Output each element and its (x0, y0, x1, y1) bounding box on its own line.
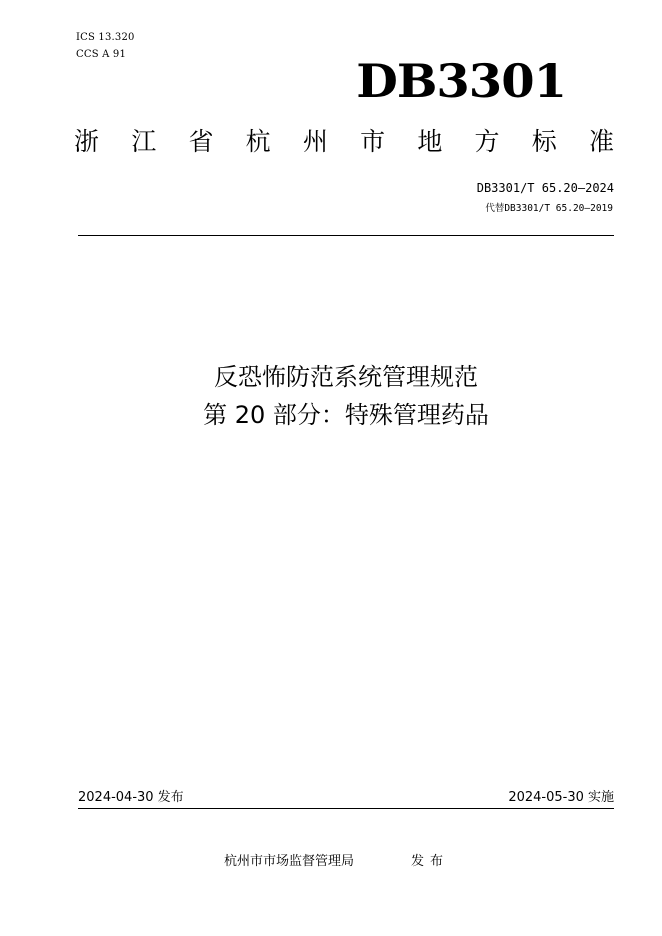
heading-char: 省 (188, 127, 214, 156)
heading-char: 标 (531, 127, 557, 156)
implement-date: 2024-05-30 实施 (508, 790, 614, 805)
heading-char: 浙 (74, 127, 100, 156)
heading-char: 杭 (245, 127, 271, 156)
issuing-authority: 杭州市市场监督管理局 (224, 854, 355, 869)
publish-date: 2024-04-30 发布 (78, 790, 184, 805)
standard-number: DB3301/T 65.20—2024 (476, 181, 614, 195)
heading-char: 州 (302, 127, 328, 156)
ics-code: ICS 13.320 (76, 32, 135, 43)
heading-char: 地 (417, 127, 443, 156)
document-title: 反恐怖防范系统管理规范 (214, 363, 478, 391)
heading-char: 市 (360, 127, 386, 156)
standard-type-heading (74, 127, 614, 157)
document-subtitle: 第 20 部分：特殊管理药品 (203, 401, 489, 429)
bottom-divider (78, 808, 614, 809)
heading-char: 江 (131, 127, 157, 156)
db-logo: DB3301 (356, 55, 566, 109)
replaced-standard: 代替DB3301/T 65.20—2019 (485, 203, 613, 214)
top-divider (78, 235, 614, 236)
issue-label: 发布 (411, 854, 450, 869)
heading-char: 方 (474, 127, 500, 156)
ccs-code: CCS A 91 (76, 49, 127, 60)
heading-char: 准 (588, 127, 614, 156)
